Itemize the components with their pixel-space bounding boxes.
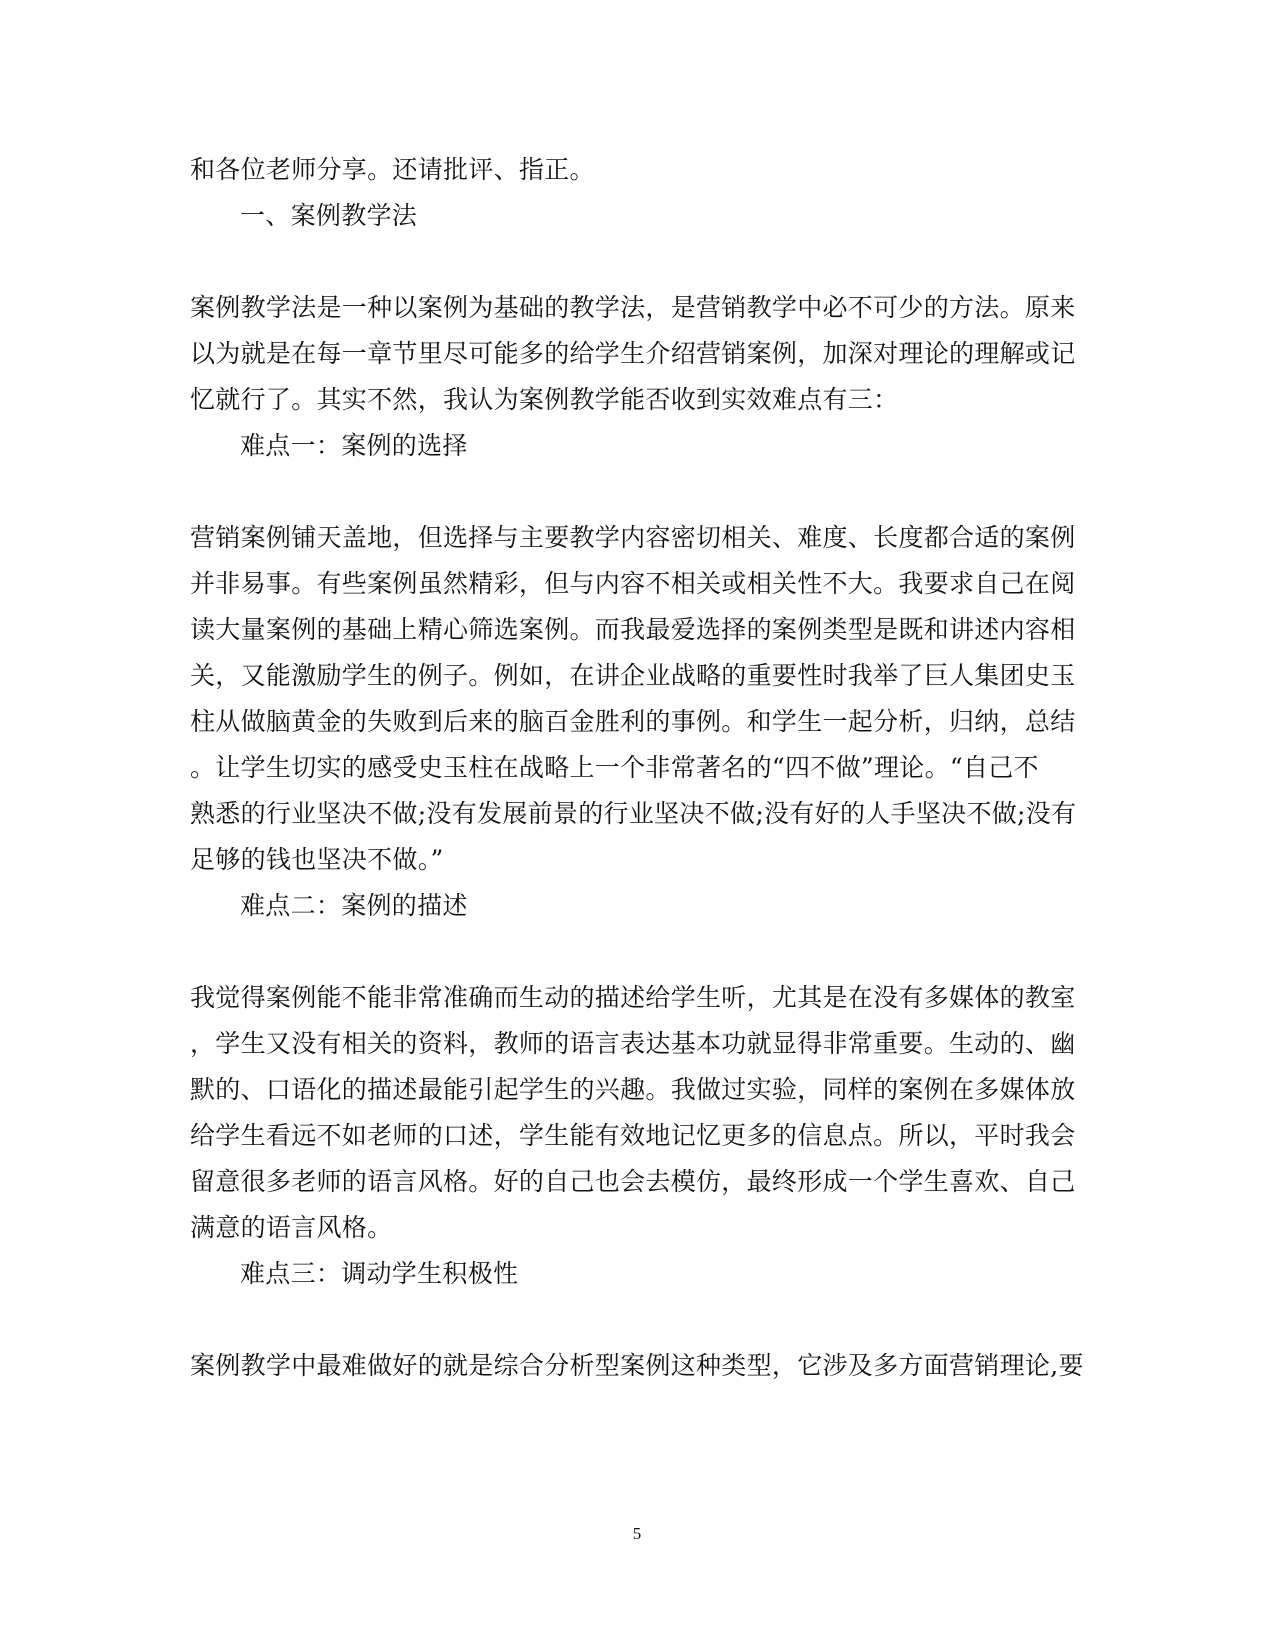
text-line: 并非易事。有些案例虽然精彩，但与内容不相关或相关性不大。我要求自己在阅 <box>190 569 1076 598</box>
text-line: 和各位老师分享。还请批评、指正。 <box>190 155 595 184</box>
text-line: 默的、口语化的描述最能引起学生的兴趣。我做过实验，同样的案例在多媒体放 <box>190 1075 1076 1104</box>
text-line: 留意很多老师的语言风格。好的自己也会去模仿，最终形成一个学生喜欢、自己 <box>190 1167 1076 1196</box>
text-line: 营销案例铺天盖地，但选择与主要教学内容密切相关、难度、长度都合适的案例 <box>190 523 1076 552</box>
section-heading: 一、案例教学法 <box>240 201 418 230</box>
subsection-heading: 难点一：案例的选择 <box>240 431 468 460</box>
text-line: 足够的钱也坚决不做。” <box>190 845 444 874</box>
text-line: 案例教学法是一种以案例为基础的教学法，是营销教学中必不可少的方法。原来 <box>190 293 1076 322</box>
text-line: 忆就行了。其实不然，我认为案例教学能否收到实效难点有三： <box>190 385 899 414</box>
page-number: 5 <box>632 1524 642 1543</box>
text-line: 以为就是在每一章节里尽可能多的给学生介绍营销案例，加深对理论的理解或记 <box>190 339 1076 368</box>
subsection-heading: 难点三：调动学生积极性 <box>240 1259 519 1288</box>
text-line: 柱从做脑黄金的失败到后来的脑百金胜利的事例。和学生一起分析，归纳，总结 <box>190 707 1076 736</box>
text-line: 我觉得案例能不能非常准确而生动的描述给学生听，尤其是在没有多媒体的教室 <box>190 983 1076 1012</box>
text-line: 给学生看远不如老师的口述，学生能有效地记忆更多的信息点。所以，平时我会 <box>190 1121 1076 1150</box>
text-line: 满意的语言风格。 <box>190 1213 393 1242</box>
text-line: 案例教学中最难做好的就是综合分析型案例这种类型，它涉及多方面营销理论,要 <box>190 1351 1084 1380</box>
text-line: 读大量案例的基础上精心筛选案例。而我最爱选择的案例类型是既和讲述内容相 <box>190 615 1076 644</box>
text-line: 熟悉的行业坚决不做;没有发展前景的行业坚决不做;没有好的人手坚决不做;没有 <box>190 799 1077 828</box>
text-line: 关，又能激励学生的例子。例如，在讲企业战略的重要性时我举了巨人集团史玉 <box>190 661 1076 690</box>
text-line: ，学生又没有相关的资料，教师的语言表达基本功就显得非常重要。生动的、幽 <box>190 1029 1076 1058</box>
subsection-heading: 难点二：案例的描述 <box>240 891 468 920</box>
text-line: 。让学生切实的感受史玉柱在战略上一个非常著名的“四不做”理论。“自己不 <box>190 753 1039 782</box>
